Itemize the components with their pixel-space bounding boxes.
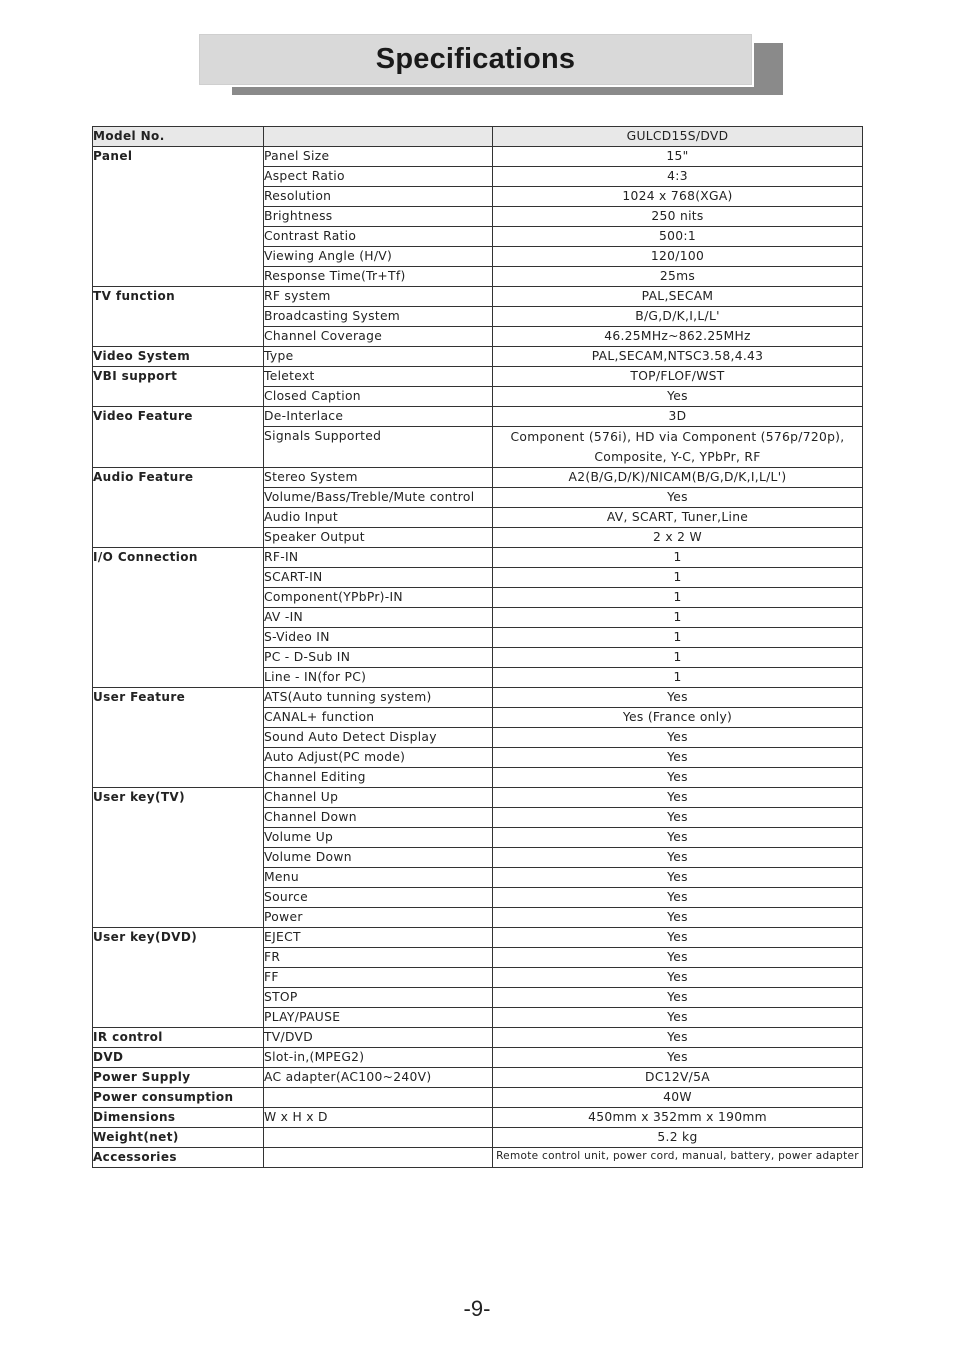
specifications-table: [92, 126, 863, 1168]
table-row: [93, 1068, 863, 1088]
spec-value: 500:1: [493, 227, 863, 247]
category-label: Power consumption: [93, 1088, 264, 1108]
page-title: Specifications: [375, 43, 576, 75]
spec-item: RF-IN: [264, 548, 493, 568]
category-label: TV function: [93, 287, 264, 307]
spec-value: Yes: [493, 1048, 863, 1068]
title-box: [199, 34, 752, 85]
spec-value: 3D: [493, 407, 863, 427]
category-cell: [93, 988, 264, 1008]
table-row: [93, 648, 863, 668]
spec-value: 1: [493, 648, 863, 668]
spec-item: AV -IN: [264, 608, 493, 628]
spec-item: PC - D-Sub IN: [264, 648, 493, 668]
spec-value: 1: [493, 628, 863, 648]
table-row: [93, 748, 863, 768]
table-row: [93, 628, 863, 648]
table-row: [93, 1108, 863, 1128]
table-row: [93, 848, 863, 868]
table-row: [93, 868, 863, 888]
model-no-label: Model No.: [93, 127, 264, 147]
category-cell: [93, 748, 264, 768]
title-shadow-bar: [232, 87, 783, 95]
spec-value: Yes: [493, 928, 863, 948]
spec-value: B/G,D/K,I,L/L': [493, 307, 863, 327]
spec-value: Yes: [493, 848, 863, 868]
spec-item: Channel Down: [264, 808, 493, 828]
table-row: [93, 307, 863, 327]
spec-value: AV, SCART, Tuner,Line: [493, 508, 863, 528]
category-cell: [93, 948, 264, 968]
spec-value: 1: [493, 668, 863, 688]
spec-value: TOP/FLOF/WST: [493, 367, 863, 387]
table-row: [93, 768, 863, 788]
spec-item: FR: [264, 948, 493, 968]
specifications-table-body: [93, 127, 863, 1168]
category-cell: [93, 528, 264, 548]
spec-item: Speaker Output: [264, 528, 493, 548]
spec-item: PLAY/PAUSE: [264, 1008, 493, 1028]
table-row: [93, 788, 863, 808]
spec-item: De-Interlace: [264, 407, 493, 427]
table-row: [93, 267, 863, 287]
table-row: [93, 1128, 863, 1148]
spec-value: Yes: [493, 988, 863, 1008]
spec-item: Channel Coverage: [264, 327, 493, 347]
page-title-banner: [199, 34, 783, 96]
spec-item: Type: [264, 347, 493, 367]
spec-item: W x H x D: [264, 1108, 493, 1128]
spec-value: Yes: [493, 948, 863, 968]
table-row: [93, 968, 863, 988]
category-label: IR control: [93, 1028, 264, 1048]
table-row: [93, 708, 863, 728]
table-row: [93, 608, 863, 628]
table-row: [93, 1028, 863, 1048]
spec-item: Closed Caption: [264, 387, 493, 407]
spec-value: Yes: [493, 788, 863, 808]
category-label: User key(TV): [93, 788, 264, 808]
table-row: [93, 1048, 863, 1068]
table-row: [93, 808, 863, 828]
spec-item: EJECT: [264, 928, 493, 948]
spec-item: Channel Up: [264, 788, 493, 808]
spec-item: CANAL+ function: [264, 708, 493, 728]
spec-value: 250 nits: [493, 207, 863, 227]
spec-item: SCART-IN: [264, 568, 493, 588]
category-cell: [93, 728, 264, 748]
spec-value: Yes: [493, 748, 863, 768]
table-row: [93, 988, 863, 1008]
spec-item: Response Time(Tr+Tf): [264, 267, 493, 287]
table-row: [93, 948, 863, 968]
category-cell: [93, 828, 264, 848]
table-row: [93, 187, 863, 207]
category-label: Audio Feature: [93, 468, 264, 488]
spec-item: RF system: [264, 287, 493, 307]
category-cell: [93, 568, 264, 588]
table-row: [93, 508, 863, 528]
spec-value: Yes: [493, 1028, 863, 1048]
spec-value: Component (576i), HD via Component (576p/720p), Composite, Y-C, YPbPr, RF: [493, 427, 863, 468]
table-row: [93, 728, 863, 748]
category-cell: [93, 868, 264, 888]
spec-value: 46.25MHz~862.25MHz: [493, 327, 863, 347]
spec-item: STOP: [264, 988, 493, 1008]
category-cell: [93, 968, 264, 988]
spec-value: Yes: [493, 387, 863, 407]
table-row: [93, 1088, 863, 1108]
spec-item: FF: [264, 968, 493, 988]
spec-item: Audio Input: [264, 508, 493, 528]
category-label: VBI support: [93, 367, 264, 387]
table-row: [93, 327, 863, 347]
spec-value: 450mm x 352mm x 190mm: [493, 1108, 863, 1128]
table-row: [93, 147, 863, 167]
category-label: I/O Connection: [93, 548, 264, 568]
category-cell: [93, 387, 264, 407]
page-number: -9-: [463, 1296, 491, 1321]
spec-item: Viewing Angle (H/V): [264, 247, 493, 267]
table-row: [93, 468, 863, 488]
spec-item: Slot-in,(MPEG2): [264, 1048, 493, 1068]
table-row: [93, 828, 863, 848]
spec-value: 1: [493, 588, 863, 608]
spec-item: Volume Down: [264, 848, 493, 868]
table-row: [93, 528, 863, 548]
table-row: [93, 568, 863, 588]
category-cell: [93, 808, 264, 828]
spec-item: Menu: [264, 868, 493, 888]
table-row: [93, 908, 863, 928]
spec-item: Power: [264, 908, 493, 928]
category-cell: [93, 167, 264, 187]
spec-value: 40W: [493, 1088, 863, 1108]
spec-item: Component(YPbPr)-IN: [264, 588, 493, 608]
category-cell: [93, 888, 264, 908]
category-label: Video System: [93, 347, 264, 367]
spec-value: 120/100: [493, 247, 863, 267]
table-row: [93, 227, 863, 247]
table-row: [93, 247, 863, 267]
spec-value: 25ms: [493, 267, 863, 287]
category-cell: [93, 908, 264, 928]
spec-item: S-Video IN: [264, 628, 493, 648]
spec-item: Broadcasting System: [264, 307, 493, 327]
table-row: [93, 367, 863, 387]
spec-value: 1: [493, 548, 863, 568]
category-label: User Feature: [93, 688, 264, 708]
spec-item: Volume Up: [264, 828, 493, 848]
spec-value: Yes: [493, 808, 863, 828]
spec-value: 5.2 kg: [493, 1128, 863, 1148]
spec-item: Signals Supported: [264, 427, 493, 468]
category-cell: [93, 207, 264, 227]
category-label: Dimensions: [93, 1108, 264, 1128]
category-cell: [93, 768, 264, 788]
table-row: [93, 167, 863, 187]
category-cell: [93, 608, 264, 628]
spec-item: Brightness: [264, 207, 493, 227]
spec-value: 2 x 2 W: [493, 528, 863, 548]
spec-value: Yes: [493, 688, 863, 708]
spec-item: AC adapter(AC100~240V): [264, 1068, 493, 1088]
spec-value: DC12V/5A: [493, 1068, 863, 1088]
spec-value: 4:3: [493, 167, 863, 187]
category-cell: [93, 187, 264, 207]
model-no-item: [264, 127, 493, 147]
category-cell: [93, 488, 264, 508]
category-cell: [93, 267, 264, 287]
table-row: [93, 888, 863, 908]
spec-item: Sound Auto Detect Display: [264, 728, 493, 748]
table-row: [93, 387, 863, 407]
spec-item: [264, 1088, 493, 1108]
table-row: [93, 407, 863, 427]
spec-value: 1: [493, 568, 863, 588]
spec-item: Auto Adjust(PC mode): [264, 748, 493, 768]
category-cell: [93, 848, 264, 868]
category-cell: [93, 307, 264, 327]
spec-value: PAL,SECAM,NTSC3.58,4.43: [493, 347, 863, 367]
category-cell: [93, 427, 264, 468]
table-row: [93, 287, 863, 307]
table-row: [93, 548, 863, 568]
category-cell: [93, 247, 264, 267]
table-row: [93, 668, 863, 688]
category-cell: [93, 668, 264, 688]
spec-value: A2(B/G,D/K)/NICAM(B/G,D/K,I,L/L'): [493, 468, 863, 488]
spec-item: Channel Editing: [264, 768, 493, 788]
table-header-row: [93, 127, 863, 147]
category-label: User key(DVD): [93, 928, 264, 948]
category-label: Panel: [93, 147, 264, 167]
spec-item: Teletext: [264, 367, 493, 387]
spec-value: 1: [493, 608, 863, 628]
category-cell: [93, 648, 264, 668]
spec-value: 15": [493, 147, 863, 167]
spec-value: Yes: [493, 828, 863, 848]
model-no-value: GULCD15S/DVD: [493, 127, 863, 147]
category-label: Weight(net): [93, 1128, 264, 1148]
spec-item: Volume/Bass/Treble/Mute control: [264, 488, 493, 508]
table-row: [93, 1008, 863, 1028]
table-row: [93, 688, 863, 708]
spec-item: ATS(Auto tunning system): [264, 688, 493, 708]
spec-value: 1024 x 768(XGA): [493, 187, 863, 207]
category-cell: [93, 327, 264, 347]
category-label: Accessories: [93, 1148, 264, 1168]
table-row: [93, 207, 863, 227]
category-cell: [93, 508, 264, 528]
category-label: DVD: [93, 1048, 264, 1068]
spec-value: Yes: [493, 908, 863, 928]
spec-item: Line - IN(for PC): [264, 668, 493, 688]
category-label: Power Supply: [93, 1068, 264, 1088]
table-row: [93, 1148, 863, 1168]
spec-value: Yes (France only): [493, 708, 863, 728]
spec-value: Yes: [493, 488, 863, 508]
spec-item: TV/DVD: [264, 1028, 493, 1048]
table-row: [93, 347, 863, 367]
spec-value: Yes: [493, 1008, 863, 1028]
table-row: [93, 588, 863, 608]
spec-value: PAL,SECAM: [493, 287, 863, 307]
category-cell: [93, 628, 264, 648]
category-cell: [93, 708, 264, 728]
spec-value: Yes: [493, 888, 863, 908]
category-cell: [93, 588, 264, 608]
category-label: Video Feature: [93, 407, 264, 427]
table-row: [93, 488, 863, 508]
spec-item: [264, 1128, 493, 1148]
spec-value: Remote control unit, power cord, manual, battery, power adapter: [493, 1148, 863, 1168]
title-shadow-side: [754, 43, 783, 95]
spec-value: Yes: [493, 728, 863, 748]
table-row: [93, 427, 863, 468]
spec-value: Yes: [493, 968, 863, 988]
spec-value: Yes: [493, 768, 863, 788]
spec-item: Source: [264, 888, 493, 908]
spec-item: Aspect Ratio: [264, 167, 493, 187]
spec-item: Panel Size: [264, 147, 493, 167]
spec-item: [264, 1148, 493, 1168]
spec-item: Resolution: [264, 187, 493, 207]
spec-item: Contrast Ratio: [264, 227, 493, 247]
category-cell: [93, 227, 264, 247]
spec-item: Stereo System: [264, 468, 493, 488]
category-cell: [93, 1008, 264, 1028]
table-row: [93, 928, 863, 948]
spec-value: Yes: [493, 868, 863, 888]
